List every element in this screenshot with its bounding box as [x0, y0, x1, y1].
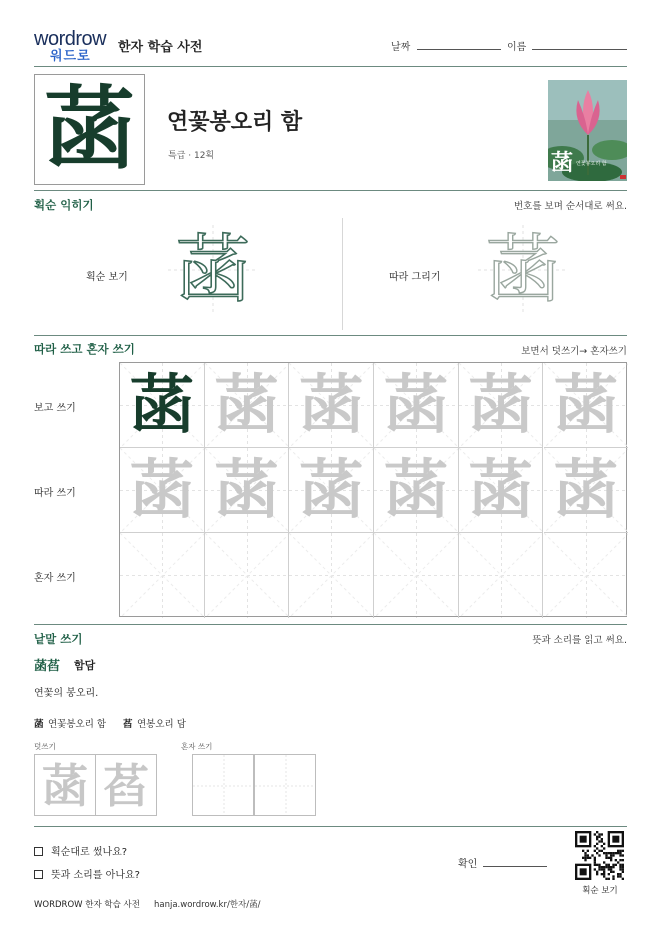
trace-hanja: 菡 [214, 368, 279, 443]
name-label: 이름 [507, 42, 527, 53]
practice-cell[interactable] [205, 448, 290, 533]
word-trace-char-1: 菡 [42, 759, 88, 813]
word-section-title: 낱말 쓰기 [34, 632, 83, 646]
practice-cell[interactable] [205, 533, 290, 618]
section-divider [34, 826, 627, 827]
practice-cell[interactable] [544, 448, 629, 533]
practice-cell[interactable] [120, 533, 205, 618]
trace-hanja: 菡 [214, 453, 279, 528]
section-divider [34, 335, 627, 336]
confirm-signature-field[interactable] [483, 866, 547, 867]
practice-cell[interactable] [374, 363, 459, 448]
practice-cell[interactable] [459, 533, 544, 618]
stroke-view-label: 획순 보기 [86, 272, 128, 283]
trace-hanja: 菡 [553, 453, 618, 528]
trace-hanja: 菡 [299, 368, 364, 443]
practice-cell[interactable] [374, 533, 459, 618]
stroke-order-diagram [168, 225, 258, 315]
word-solo-cell-2[interactable] [254, 754, 316, 816]
practice-cell[interactable] [205, 363, 290, 448]
practice-cell[interactable] [459, 448, 544, 533]
footer-url[interactable]: hanja.wordrow.kr/한자/菡/ [154, 900, 261, 910]
vocab-word: 菡萏 [34, 659, 61, 674]
char1-gloss: 연꽃봉오리 함 [48, 719, 107, 730]
word-trace-char-2: 萏 [103, 759, 149, 813]
header-divider [34, 66, 627, 67]
stroke-section-instruction: 번호를 보며 순서대로 써요. [513, 201, 627, 212]
trace-hanja: 菡 [383, 453, 448, 528]
date-label: 날짜 [391, 42, 411, 53]
char2-gloss: 연봉오리 담 [137, 719, 186, 730]
practice-cell[interactable] [289, 363, 374, 448]
meaning-sound: 연꽃봉오리 함 [167, 110, 303, 135]
hero-hanja: 菡 [44, 76, 135, 182]
row-label-trace: 따라 쓰기 [34, 488, 76, 499]
stroke-order-hanja: 菡 [176, 227, 250, 313]
word-trace-cell-1[interactable] [34, 754, 96, 816]
trace-hanja: 菡 [383, 368, 448, 443]
vocab-reading: 함담 [74, 659, 96, 672]
word-section-instruction: 뜻과 소리를 읽고 써요. [532, 635, 627, 646]
trace-hanja: 菡 [553, 368, 618, 443]
word-solo-cell-1[interactable] [192, 754, 254, 816]
trace-hanja: 菡 [468, 453, 533, 528]
confirm-label: 확인 [458, 859, 478, 870]
name-field[interactable] [532, 49, 627, 50]
section-divider [34, 624, 627, 625]
trace-hanja: 菡 [129, 453, 194, 528]
wordrow-logo: wordrow [34, 28, 107, 50]
practice-section-title: 따라 쓰고 혼자 쓰기 [34, 342, 135, 356]
app-title: 한자 학습 사전 [118, 40, 203, 55]
practice-cell[interactable] [374, 448, 459, 533]
trace-hanja: 菡 [468, 368, 533, 443]
cover-caption: 연꽃봉오리 함 [576, 161, 607, 167]
row-label-solo: 혼자 쓰기 [34, 573, 76, 584]
row-label-look: 보고 쓰기 [34, 403, 76, 414]
lotus-cover-image [548, 80, 627, 181]
qr-code-icon[interactable] [575, 831, 624, 880]
model-hanja: 菡 [129, 368, 194, 443]
stroke-trace-area[interactable] [478, 225, 568, 315]
checklist-item[interactable] [34, 843, 127, 858]
word-trace-cell-2[interactable] [95, 754, 157, 816]
practice-cell[interactable] [120, 448, 205, 533]
cover-hanja: 菡 [551, 150, 574, 176]
section-divider [34, 190, 627, 191]
practice-cell[interactable] [120, 363, 205, 448]
practice-section-instruction: 보면서 덧쓰기→ 혼자쓰기 [521, 346, 627, 357]
checklist-label: 획순대로 썼나요? [51, 847, 128, 858]
checkbox[interactable] [34, 870, 43, 879]
vocab-meaning: 연꽃의 봉오리. [34, 688, 99, 699]
wordrow-logo-korean: 워드로 [50, 49, 91, 64]
checklist-label: 뜻과 소리를 아나요? [51, 870, 140, 881]
practice-cell[interactable] [544, 533, 629, 618]
stroke-trace-label: 따라 그리기 [389, 272, 441, 283]
checkbox[interactable] [34, 847, 43, 856]
practice-cell[interactable] [459, 363, 544, 448]
trace-hanja: 菡 [299, 453, 364, 528]
footer-brand: WORDROW 한자 학습 사전 [34, 900, 140, 910]
char1-hanja: 菡 [34, 719, 44, 730]
stroke-divider [342, 218, 343, 330]
practice-grid [119, 362, 627, 617]
word-solo-label: 혼자 쓰기 [181, 742, 213, 751]
stroke-section-title: 획순 익히기 [34, 198, 94, 212]
qr-label: 획순 보기 [582, 886, 618, 896]
practice-cell[interactable] [544, 363, 629, 448]
stroke-trace-hanja: 菡 [486, 227, 560, 313]
practice-cell[interactable] [289, 448, 374, 533]
practice-cell[interactable] [289, 533, 374, 618]
grade-strokes: 특급 · 12획 [168, 151, 215, 161]
char2-hanja: 萏 [123, 719, 133, 730]
date-field[interactable] [417, 49, 501, 50]
word-trace-label: 덧쓰기 [34, 742, 56, 751]
checklist-item[interactable] [34, 866, 140, 881]
